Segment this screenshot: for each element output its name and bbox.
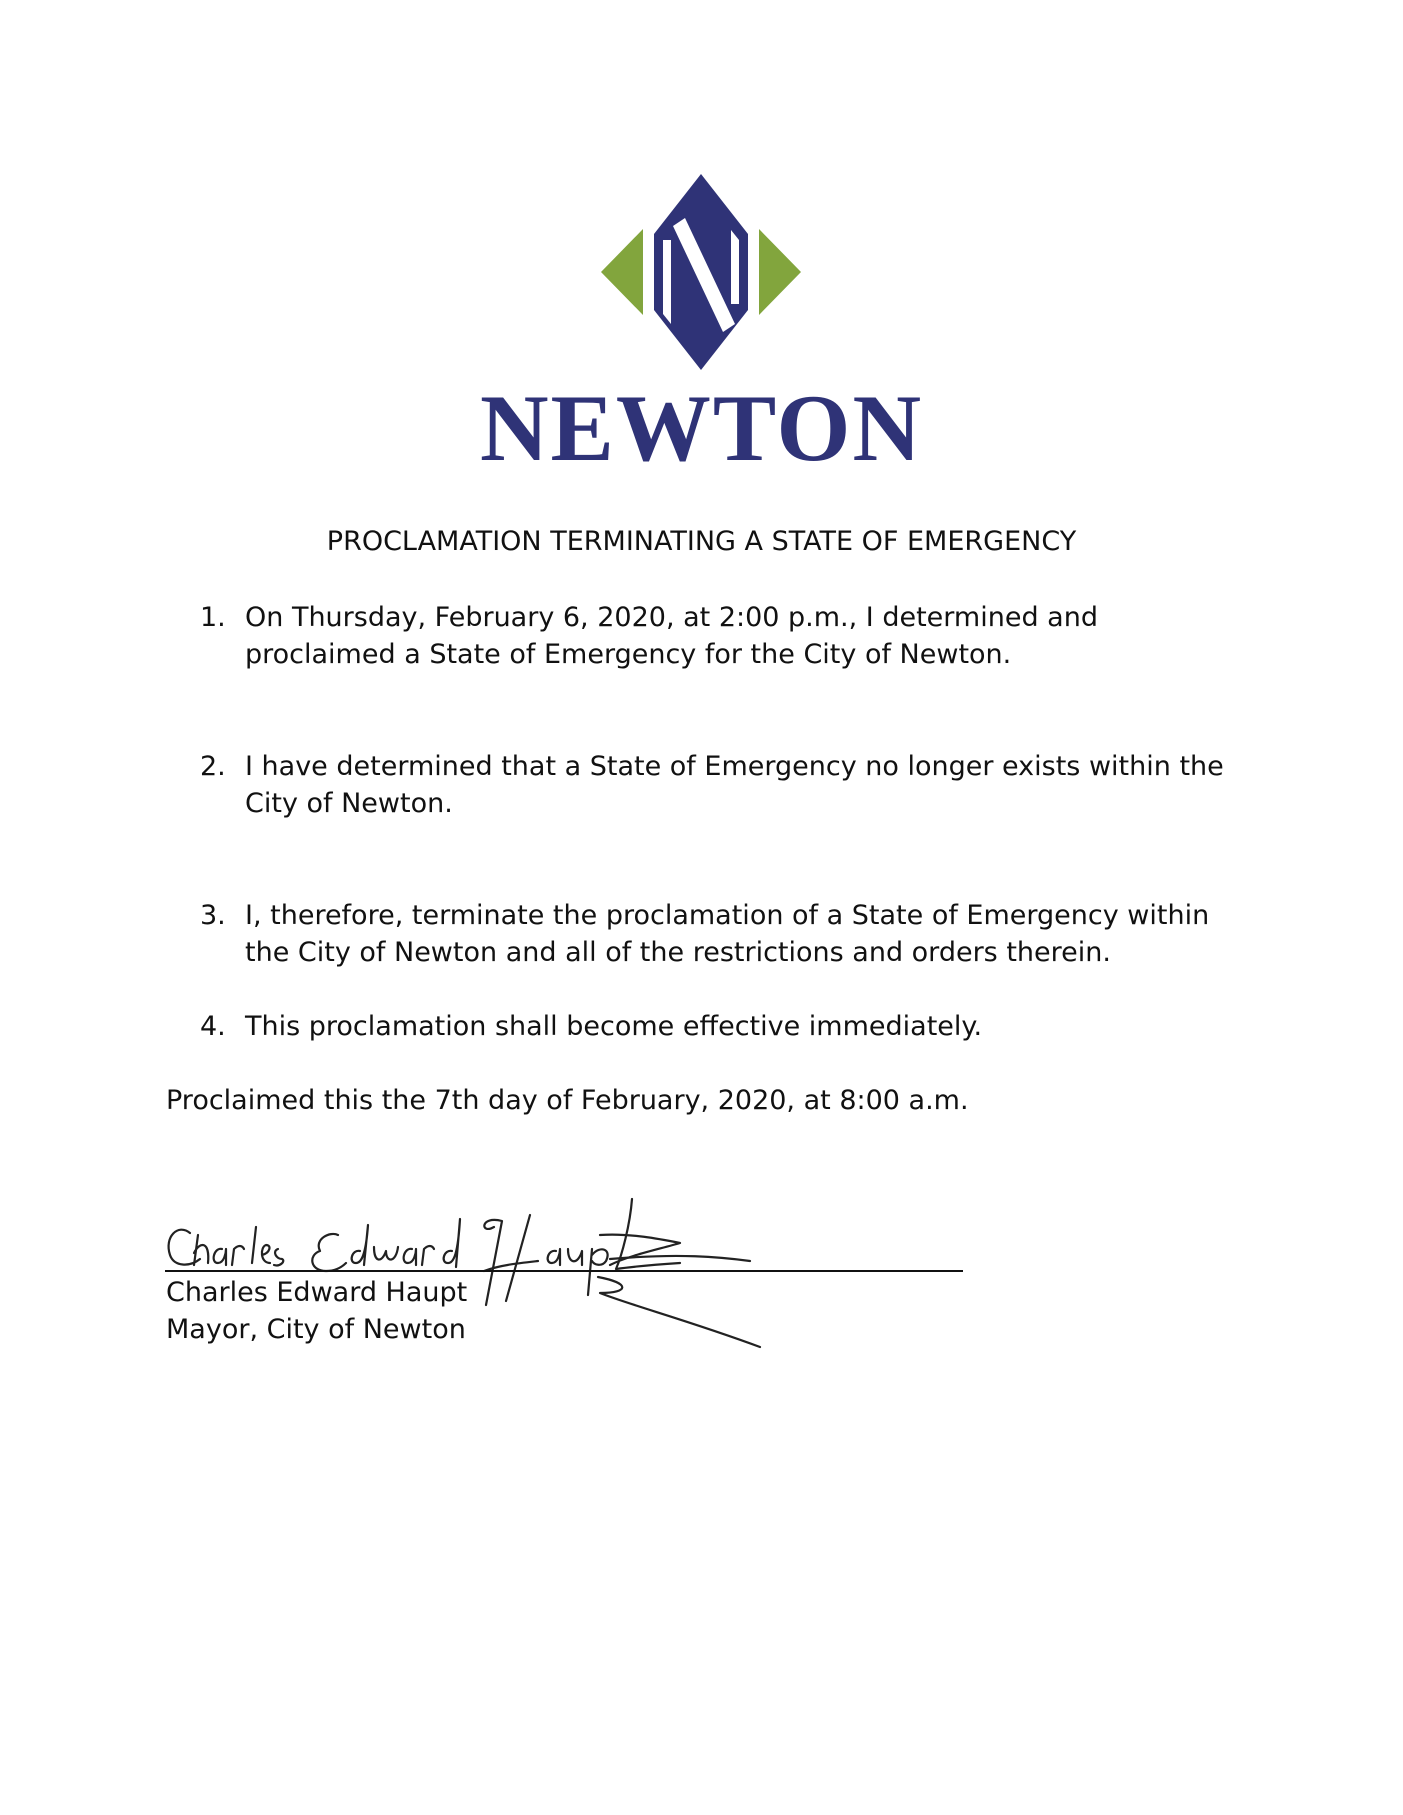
list-item-number: 2.	[200, 751, 226, 782]
newton-wordmark: NEWTON	[479, 375, 924, 481]
list-item-text: I, therefore, terminate the proclamation of a State of Emergency within the City of Newton and all of the restrictions and orders therein.	[245, 900, 1210, 968]
list-item-number: 3.	[200, 900, 226, 931]
list-item	[200, 599, 1240, 673]
list-item-number: 1.	[200, 602, 226, 633]
list-item-text: This proclamation shall become effective immediately.	[245, 1011, 983, 1042]
logo-n-right-stroke	[731, 230, 739, 304]
proclaimed-date-statement: Proclaimed this the 7th day of February, 2020, at 8:00 a.m.	[166, 1085, 969, 1116]
newton-n-mark-icon	[601, 174, 801, 370]
list-item-text: On Thursday, February 6, 2020, at 2:00 p.m., I determined and proclaimed a State of Emergency for the City of Newton.	[245, 602, 1098, 670]
logo-green-left-shape	[601, 229, 643, 315]
proclamation-title: PROCLAMATION TERMINATING A STATE OF EMERGENCY	[326, 526, 1077, 557]
signer-name: Charles Edward Haupt	[166, 1277, 468, 1308]
signer-title: Mayor, City of Newton	[166, 1314, 466, 1345]
list-item	[200, 748, 1240, 822]
signature-line	[165, 1270, 963, 1272]
list-item-text: I have determined that a State of Emergency no longer exists within the City of Newton.	[245, 751, 1224, 819]
logo-n-left-stroke	[663, 240, 671, 324]
list-item-number: 4.	[200, 1011, 226, 1042]
logo-green-right-shape	[759, 229, 801, 315]
list-item	[200, 1008, 1240, 1045]
list-item	[200, 897, 1240, 971]
